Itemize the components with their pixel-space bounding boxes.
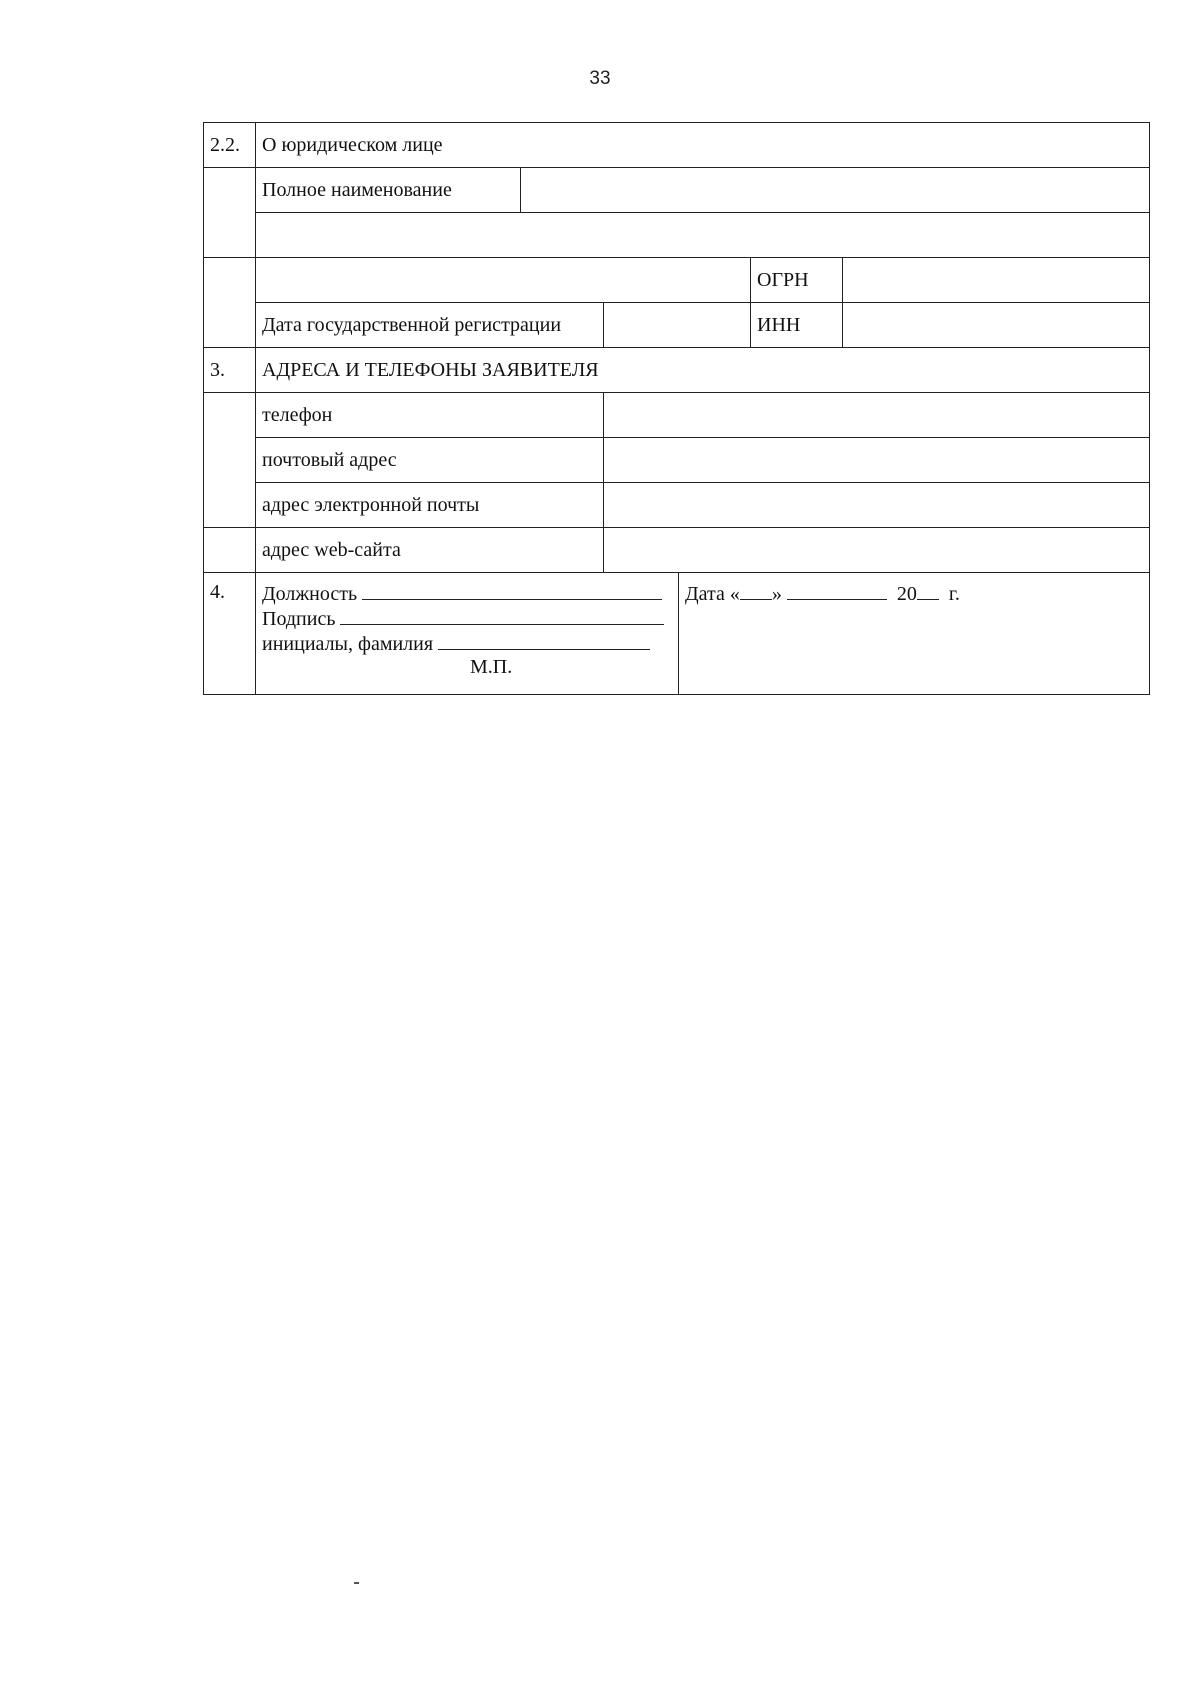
email-field[interactable] (604, 483, 1150, 528)
contact-row-email (204, 483, 1150, 528)
section-3-header-row (204, 348, 1150, 393)
section-number: 2.2. (204, 123, 256, 168)
date-block (679, 573, 1150, 695)
scan-mark (354, 1582, 359, 1584)
date-prefix: Дата « (685, 583, 740, 605)
stamp-label: М.П. (470, 656, 513, 678)
email-label: адрес электронной почты (256, 483, 604, 528)
registration-date-row (204, 303, 1150, 348)
section-number: 3. (204, 348, 256, 393)
initials-field[interactable] (438, 631, 650, 650)
date-close: » (771, 583, 782, 605)
full-name-continuation-field[interactable] (256, 213, 1150, 258)
empty-number-cell (204, 393, 256, 528)
year-prefix: 20 (896, 583, 917, 605)
signature-block (256, 573, 679, 695)
day-field[interactable] (740, 581, 772, 600)
postal-address-field[interactable] (604, 438, 1150, 483)
year-field[interactable] (917, 581, 939, 600)
full-name-continuation-row (204, 213, 1150, 258)
section-title: О юридическом лице (256, 123, 1150, 168)
year-suffix: г. (948, 583, 960, 605)
registration-date-field[interactable] (604, 303, 751, 348)
empty-number-cell (204, 528, 256, 573)
website-field[interactable] (604, 528, 1150, 573)
full-name-label: Полное наименование (256, 168, 521, 213)
ogrn-field[interactable] (843, 258, 1150, 303)
full-name-row (204, 168, 1150, 213)
signature-line (262, 606, 672, 631)
ogrn-row (204, 258, 1150, 303)
inn-label: ИНН (751, 303, 843, 348)
signature-field[interactable] (340, 606, 664, 625)
position-line (262, 581, 672, 606)
blank-field[interactable] (256, 258, 751, 303)
inn-field[interactable] (843, 303, 1150, 348)
position-label: Должность (262, 583, 358, 605)
month-field[interactable] (787, 581, 887, 600)
section-number: 4. (204, 573, 256, 695)
ogrn-label: ОГРН (751, 258, 843, 303)
phone-field[interactable] (604, 393, 1150, 438)
page-number: 33 (589, 68, 611, 89)
website-label: адрес web-сайта (256, 528, 604, 573)
signature-row (204, 573, 1150, 695)
contact-row-phone (204, 393, 1150, 438)
initials-line (262, 631, 672, 656)
empty-number-cell (204, 258, 256, 348)
date-line (685, 581, 1143, 606)
empty-number-cell (204, 168, 256, 258)
position-field[interactable] (362, 581, 662, 600)
contact-row-website (204, 528, 1150, 573)
section-title: АДРЕСА И ТЕЛЕФОНЫ ЗАЯВИТЕЛЯ (256, 348, 1150, 393)
section-2-2-header-row (204, 123, 1150, 168)
initials-label: инициалы, фамилия (262, 633, 434, 655)
registration-date-label: Дата государственной регистрации (256, 303, 604, 348)
signature-label: Подпись (262, 608, 336, 630)
full-name-field[interactable] (521, 168, 1150, 213)
contact-row-postal (204, 438, 1150, 483)
applicant-form-table (203, 122, 1150, 695)
postal-address-label: почтовый адрес (256, 438, 604, 483)
phone-label: телефон (256, 393, 604, 438)
